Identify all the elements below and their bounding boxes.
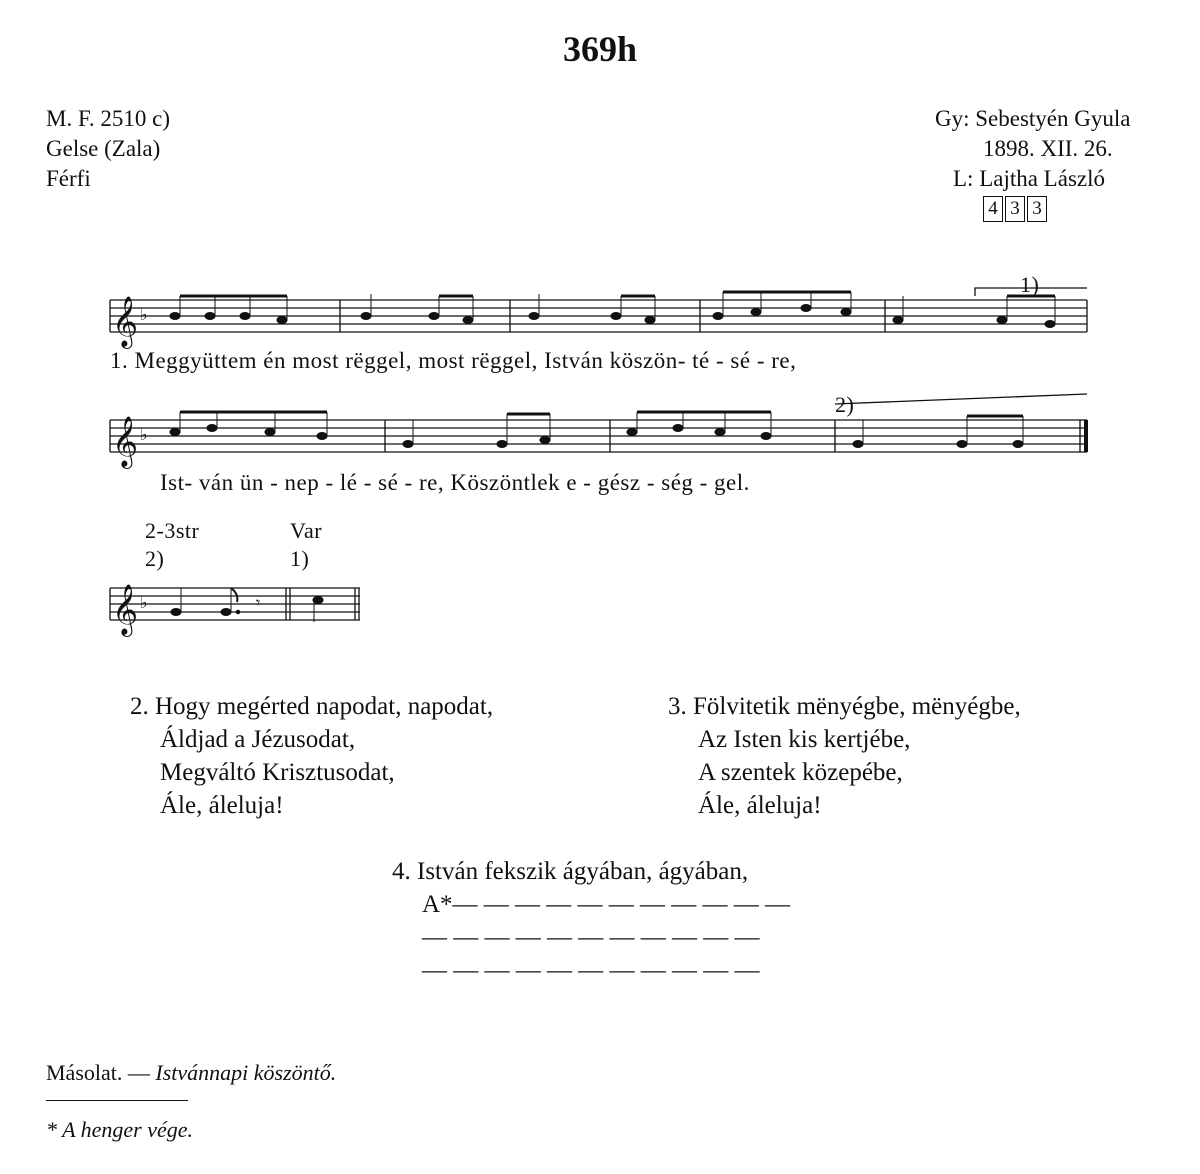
collector: Gy: Sebestyén Gyula (935, 106, 1131, 131)
copy-label: Másolat. — (46, 1060, 156, 1085)
notes-2 (170, 412, 1023, 448)
treble-clef: 𝄞 (112, 296, 139, 347)
variant-mark-1: 1) (1020, 272, 1040, 297)
stanza-3 (668, 690, 1021, 822)
stanza-4 (392, 855, 790, 987)
stanza-line: Ále, áleluja! (160, 792, 284, 819)
stanza-line: Ále, áleluja! (698, 792, 822, 819)
flat-key: ♭ (140, 425, 148, 444)
stanza-line: Áldjad a Jézusodat, (160, 726, 356, 753)
stanza-line: A szentek közepébe, (698, 759, 903, 786)
copy-title: Istvánnapi köszöntő. (155, 1060, 337, 1085)
stanza-line: 3. Fölvitetik mënyégbe, mënyégbe, (668, 693, 1021, 720)
stanza-line: — — — — — — — — — — — (422, 957, 760, 984)
page-title: 369h (562, 29, 638, 69)
stanza-line: 4. István fekszik ágyában, ágyában, (392, 858, 749, 885)
archive-number: M. F. 2510 c) (46, 106, 171, 131)
stanza-line: 2. Hogy megérted napodat, napodat, (130, 693, 494, 720)
syllable-box: 3 (1027, 196, 1047, 222)
variant-mark-b: 1) (290, 546, 310, 571)
footnote: * A henger vége. (46, 1117, 194, 1142)
copy-note (46, 1060, 336, 1086)
stanza-line: Az Isten kis kertjébe, (698, 726, 911, 753)
treble-clef: 𝄞 (112, 584, 139, 635)
footnote-divider (46, 1100, 188, 1101)
variant-label-var: Var (290, 518, 323, 543)
stanza-line: Megváltó Krisztusodat, (160, 759, 395, 786)
stanza-2 (130, 690, 493, 822)
variant-mark-2: 2) (835, 392, 855, 417)
svg-text:𝄾: 𝄾 (256, 593, 261, 612)
notes-3 (171, 588, 323, 622)
staff-2 (110, 394, 1087, 452)
flat-key: ♭ (140, 593, 148, 612)
treble-clef: 𝄞 (112, 416, 139, 467)
notes-1 (170, 292, 1055, 328)
flat-key: ♭ (140, 305, 148, 324)
performer: Férfi (46, 166, 91, 191)
collection-date: 1898. XII. 26. (983, 136, 1113, 161)
transcriber: L: Lajtha László (953, 166, 1105, 191)
variant-label-stanzas: 2-3str (145, 518, 200, 543)
stanza-line: A*— — — — — — — — — — — (422, 891, 791, 918)
place: Gelse (Zala) (46, 136, 161, 161)
syllable-box: 4 (983, 196, 1003, 222)
lyrics-line-2: Ist- ván ün - nep - lé - sé - re, Köszöntlek e - gész - ség - gel. (160, 470, 750, 495)
variant-mark-a: 2) (145, 546, 165, 571)
syllable-box: 3 (1005, 196, 1025, 222)
lyrics-line-1: 1. Meggyüttem én most rëggel, most rëggel, István köszön- té - sé - re, (110, 348, 797, 373)
stanza-line: — — — — — — — — — — — (422, 924, 760, 951)
